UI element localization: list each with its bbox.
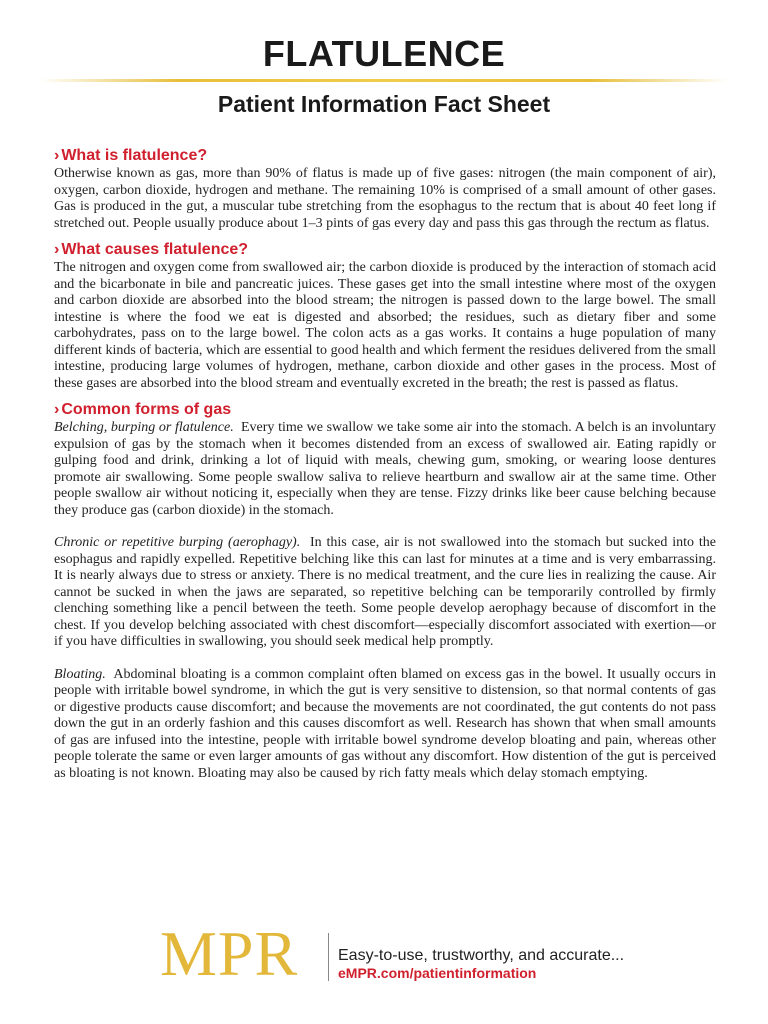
paragraph-what-is: Otherwise known as gas, more than 90% of flatus is made up of five gases: nitrogen (the main component of air), oxygen, carbon dioxide, hydrogen and methane. The remaining 10% is comprised of a small amount of other gases. Gas is produced in the gut, a muscular tube stretching from the esophagus to the rectum that is about 40 feet long if stretched out. People usually produce about 1–3 pints of gas every day and pass this gas through the rectum as flatus.	[54, 166, 716, 231]
title-divider	[40, 79, 728, 82]
term-bloating: Bloating.	[54, 666, 106, 682]
footer-divider	[328, 933, 329, 981]
section-heading-what-is	[54, 145, 716, 166]
text-bloating: Abdominal bloating is a common complaint often blamed on excess gas in the bowel. It usually occurs in people with irritable bowel syndrome, in which the gut is very sensitive to distension, so that normal contents of gas or digestive products cause discomfort; and because the movements are not coordinated, the gut contents do not pass down the gut in an orderly fashion and this causes discomfort as well. Research has shown that when small amounts of gas are infused into the intestine, people with irritable bowel syndrome develop bloating and pain, whereas other people tolerate the same or even larger amounts of gas without any discomfort. How distention of the gut is perceived as bloating is not known. Bloating may also be caused by rich fatty meals which delay stomach emptying.	[54, 666, 716, 781]
paragraph-aerophagy	[54, 535, 716, 651]
mpr-logo: MPR	[160, 918, 299, 989]
footer-link[interactable]: eMPR.com/patientinformation	[338, 965, 537, 981]
spacer	[54, 651, 716, 667]
text-belching: Every time we swallow we take some air into the stomach. A belch is an involuntary expulsion of gas by the stomach when it becomes distended from an excess of swallowed air. Eating rapidly or gulping food and drink, drinking a lot of liquid with meals, chewing gum, smoking, or wearing loose dentures promote air swallowing. Some people swallow saliva to relieve heartburn and swallow air at the same time. Other people swallow air without noticing it, especially when they are tense. Fizzy drinks like beer cause belching because they produce gas (carbon dioxide) in the stomach.	[54, 420, 716, 518]
term-aerophagy: Chronic or repetitive burping (aerophagy).	[54, 535, 301, 550]
section-heading-text: Common forms of gas	[61, 401, 232, 418]
section-heading-common-forms	[54, 399, 716, 420]
term-belching: Belching, burping or flatulence.	[54, 420, 234, 435]
chevron-right-icon: ›	[54, 401, 60, 418]
section-heading-text: What causes flatulence?	[61, 241, 249, 258]
footer	[160, 918, 640, 989]
text-aerophagy: In this case, air is not swallowed into the stomach but sucked into the esophagus and rapidly expelled. Repetitive belching like this can last for minutes at a time and is very embarrassing. It is nearly always due to stress or anxiety. There is no medical treatment, and the cure lies in realizing the cause. Air cannot be sucked in when the jaws are separated, so repetitive belching can be temporarily controlled by firmly clenching something like a pencil between the teeth. Some people develop aerophagy because of discomfort in the chest. If you develop belching associated with chest discomfort—especially discomfort associated with exertion—or if you have difficulties in swallowing, you should seek medical help promptly.	[54, 535, 716, 649]
spacer	[54, 519, 716, 535]
page-subtitle: Patient Information Fact Sheet	[217, 91, 551, 117]
paragraph-causes: The nitrogen and oxygen come from swallowed air; the carbon dioxide is produced by the interaction of stomach acid and the bicarbonate in bile and pancreatic juices. These gases get into the small intestine where most of the oxygen and carbon dioxide are absorbed into the blood stream; the nitrogen is passed down to the large bowel. The small intestine is where the food we eat is digested and absorbed; the residues, such as dietary fiber and some carbohydrates, pass on to the large bowel. The colon acts as a gas works. It contains a huge population of many different kinds of bacteria, which are essential to good health and which ferment the residues delivered from the small intestine, producing large volumes of hydrogen, methane, carbon dioxide and other gases in the process. Most of these gases are absorbed into the blood stream and eventually excreted in the breath; the rest is passed as flatus.	[54, 260, 716, 391]
section-heading-causes	[54, 239, 716, 260]
footer-tagline: Easy-to-use, trustworthy, and accurate...	[338, 947, 625, 964]
paragraph-belching	[54, 420, 716, 519]
page-title: FLATULENCE	[262, 33, 506, 74]
section-heading-text: What is flatulence?	[61, 147, 208, 164]
paragraph-bloating	[54, 667, 716, 783]
article-body	[54, 145, 716, 782]
chevron-right-icon: ›	[54, 147, 60, 164]
chevron-right-icon: ›	[54, 241, 60, 258]
